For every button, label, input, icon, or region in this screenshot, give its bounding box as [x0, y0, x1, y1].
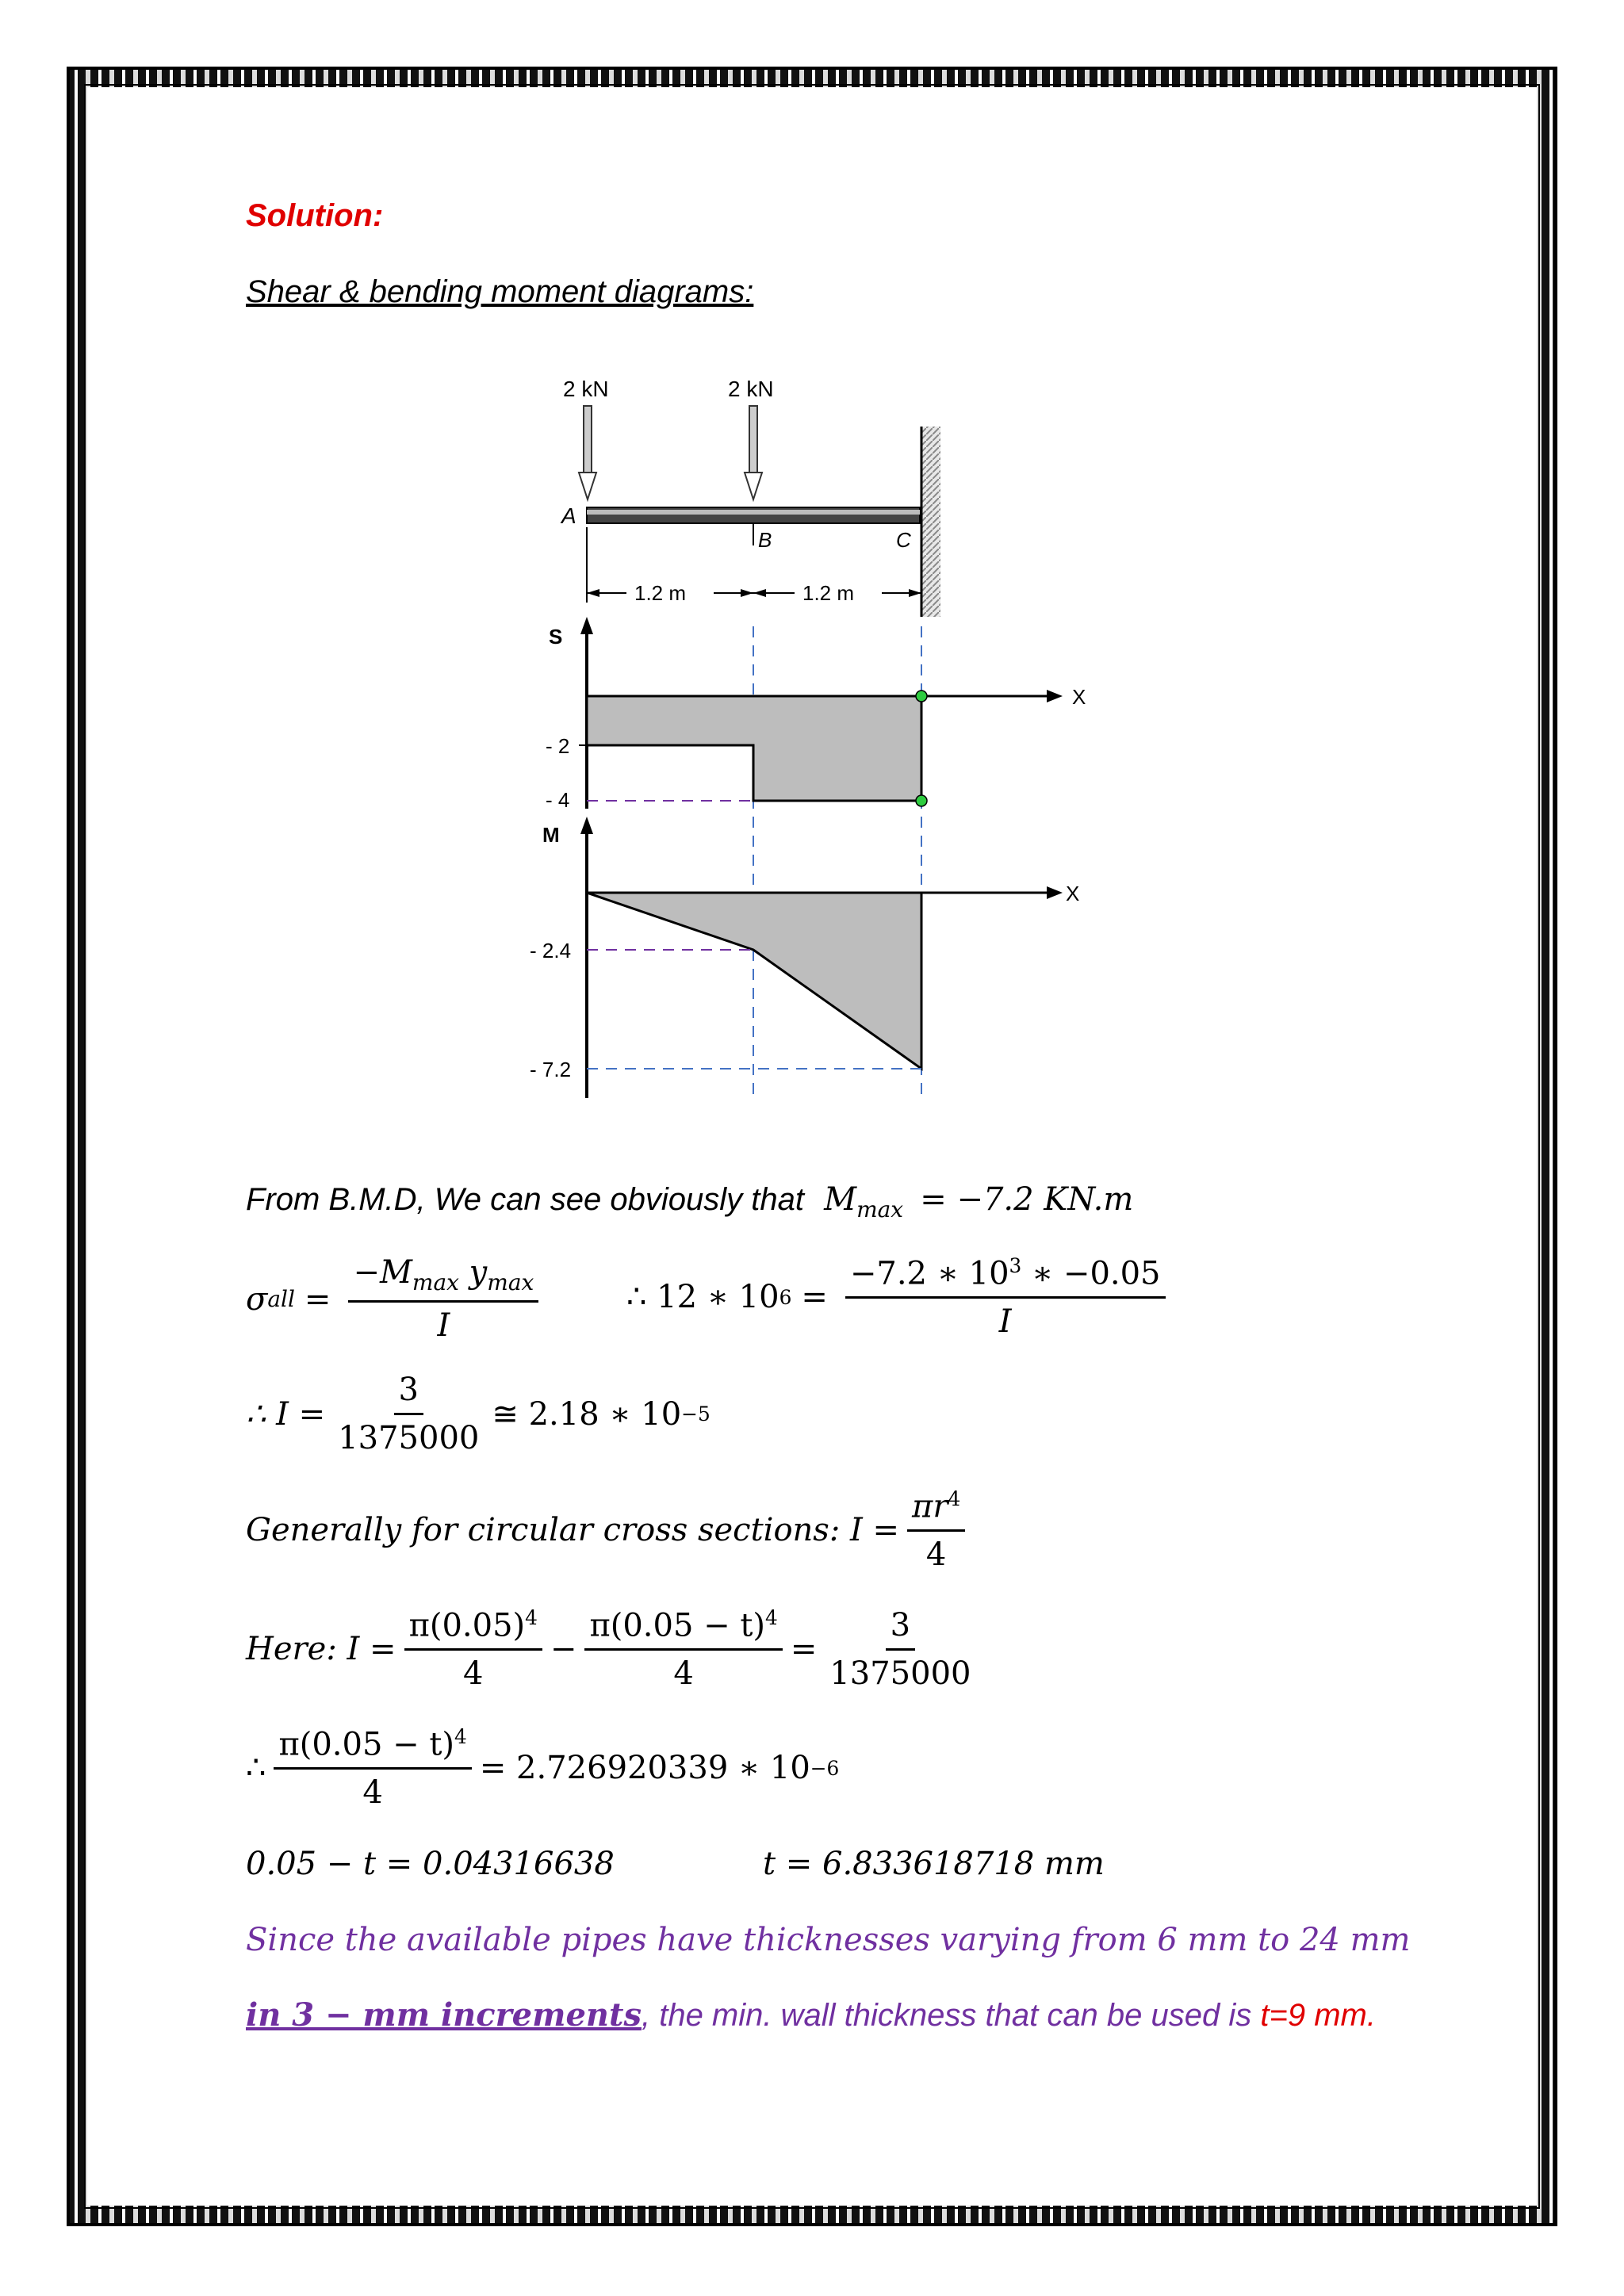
solution-heading: Solution: — [246, 198, 384, 233]
shear-point-top — [916, 691, 927, 702]
moment-axis-label: M — [542, 823, 560, 847]
shear-area — [587, 696, 921, 801]
increment-text: in 3 − mm increments — [246, 1996, 642, 2034]
load-b-label: 2 kN — [728, 377, 774, 401]
moment-area — [587, 893, 921, 1069]
moment-tick-1: - 2.4 — [530, 939, 572, 962]
final-thickness: t=9 mm. — [1260, 1998, 1376, 2033]
min-thickness-text: , the min. wall thickness that can be used is — [641, 1998, 1261, 2033]
load-a-arrow — [579, 406, 596, 499]
fixed-support-wall — [921, 427, 940, 617]
shear-x-label: X — [1072, 685, 1086, 709]
shear-axis-label: S — [549, 625, 563, 649]
shear-tick-1: - 2 — [546, 734, 570, 758]
section-heading: Shear & bending moment diagrams: — [246, 274, 754, 309]
load-a-label: 2 kN — [563, 377, 609, 401]
hollow-section-equation: Here: I = $\frac{\pi(0.05)^4}{4}$ − $\frac{\pi(0.05 - t)^4}{4}$ = $\frac{3}{1375000}$ — [246, 1606, 971, 1693]
shear-moment-diagram — [508, 365, 1110, 1110]
thickness-result: t = 6.833618718 mm — [763, 1846, 1105, 1882]
mmax-statement-text: From B.M.D, We can see obviously that — [246, 1182, 804, 1217]
circular-section-formula: Generally for circular cross sections: I = $\frac{\pi r^4}{4}$ — [246, 1487, 973, 1573]
point-c-label: C — [896, 528, 911, 552]
point-a-label: A — [561, 503, 576, 528]
inertia-equation: ∴ I = $\frac{3}{1375000}$ ≅ 2.18 ∗ 10 −5 — [246, 1372, 710, 1456]
mmax-symbol: M — [824, 1181, 857, 1218]
stress-equation: σ all = $\frac{-M_{max} y_{max}}{I}$ — [246, 1254, 546, 1344]
load-b-arrow — [745, 406, 762, 499]
mmax-sub: max — [856, 1196, 904, 1223]
mmax-value: = −7.2 KN.m — [920, 1181, 1134, 1218]
mmax-statement — [246, 1181, 1133, 1223]
point-b-label: B — [758, 528, 772, 552]
inner-radius-equation: ∴ $\frac{\pi(0.05 - t)^4}{4}$ = 2.726920339 ∗ 10 −6 — [246, 1725, 840, 1812]
moment-tick-2: - 7.2 — [530, 1058, 572, 1081]
conclusion-line-2 — [246, 1996, 1376, 2034]
beam-highlight — [587, 510, 920, 515]
allowable-stress-equation: ∴ 12 ∗ 10 6 = $\frac{-7.2 ∗ 10^3 ∗ -0.05}{I}$ — [626, 1254, 1174, 1340]
shear-point-bottom — [916, 795, 927, 806]
span-ab-label: 1.2 m — [634, 581, 687, 605]
moment-x-label: X — [1066, 882, 1080, 905]
thickness-equation-left: 0.05 − t = 0.04316638 — [246, 1846, 615, 1882]
shear-tick-2: - 4 — [546, 788, 570, 812]
span-bc-label: 1.2 m — [802, 581, 855, 605]
conclusion-line-1: Since the available pipes have thicknesses varying from 6 mm to 24 mm — [246, 1922, 1411, 1958]
